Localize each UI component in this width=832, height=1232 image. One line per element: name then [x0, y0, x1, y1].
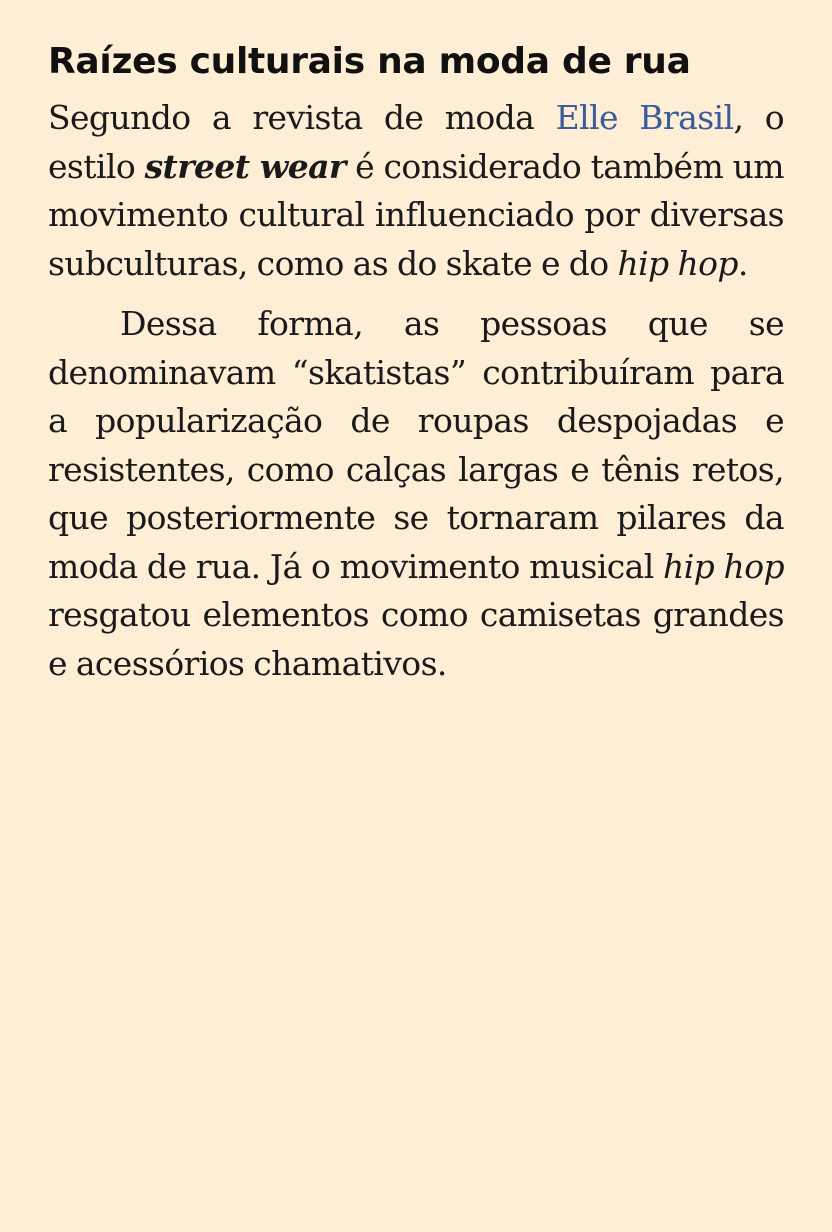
paragraph-2-text-a: Dessa forma, as pessoas que se denominavam “skatistas” contribuíram para a popularização de roupas despojadas e resistentes, como calças largas e tênis retos, que posteriormente se tornaram pilares da moda de rua. Já o movimento musical: [48, 304, 784, 586]
paragraph-2: [48, 300, 784, 688]
paragraph-1: [48, 94, 784, 288]
paragraph-2-text-b: resgatou elementos como camisetas grandes e acessórios chamativos.: [48, 595, 784, 683]
paragraph-1-text-c: é considerado também um movimento cultural influenciado por diversas subculturas, como as do skate e do: [48, 146, 784, 283]
elle-brasil-link[interactable]: Elle Brasil: [555, 98, 734, 137]
section-title: Raízes culturais na moda de rua: [48, 41, 691, 82]
hip-hop-italic: hip hop: [663, 546, 784, 586]
hip-hop-italic: hip hop: [617, 243, 738, 283]
paragraph-1-text-a: Segundo a revista de moda: [48, 98, 556, 137]
paragraph-1-text-b: , o estilo: [48, 98, 784, 186]
street-wear-emphasis: street wear: [144, 146, 346, 186]
paragraph-1-text-d: .: [737, 243, 748, 283]
